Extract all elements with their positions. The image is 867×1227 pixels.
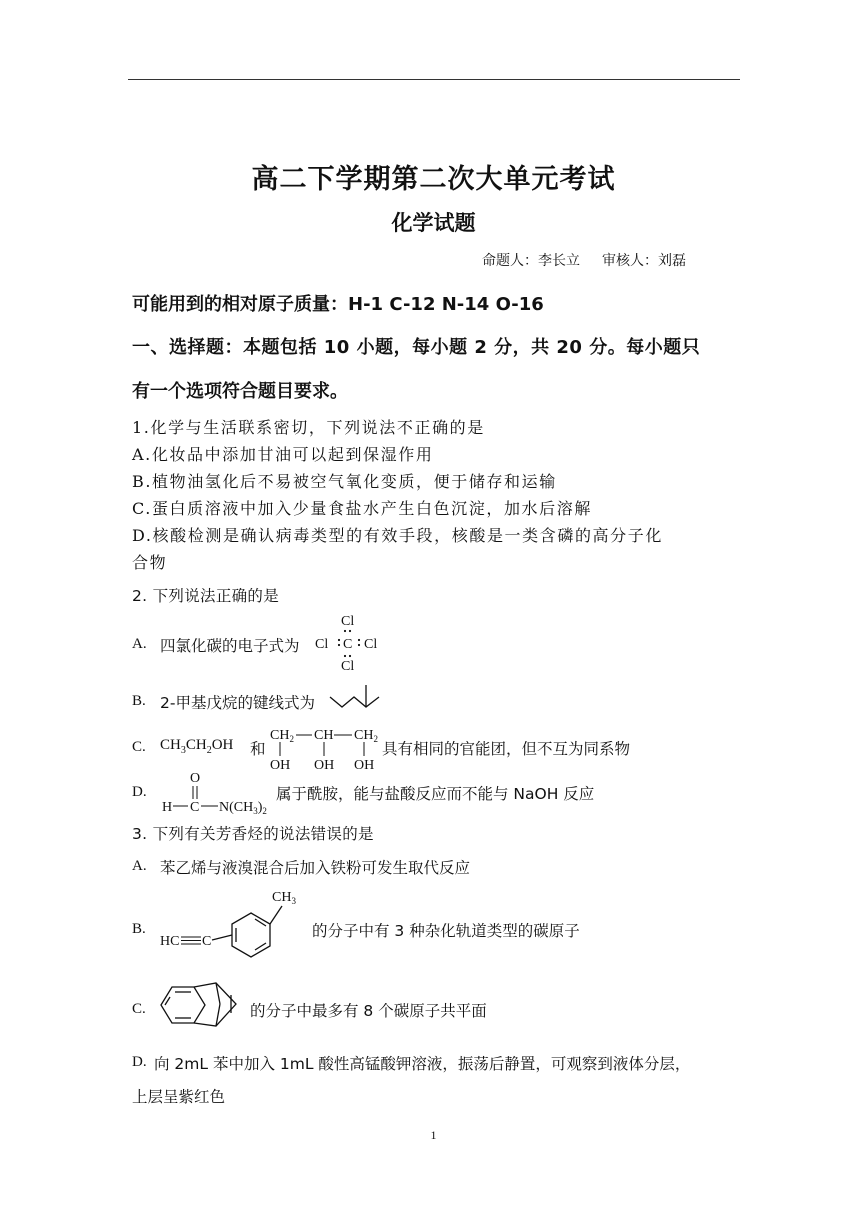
atomic-masses: 可能用到的相对原子质量：H-1 C-12 N-14 O-16 [132, 294, 544, 315]
q3-a-text: 苯乙烯与液溴混合后加入铁粉可发生取代反应 [160, 859, 471, 877]
q3-d-label: D. [132, 1054, 147, 1070]
q2-a-label: A. [132, 636, 147, 652]
q2-c-and: 和 [250, 740, 266, 758]
electron-dot [358, 644, 360, 646]
q2-b-label: B. [132, 693, 146, 709]
q2-c-label: C. [132, 739, 146, 755]
electron-dot [349, 630, 351, 632]
dmf-h: H [162, 800, 173, 815]
exam-title: 高二下学期第二次大单元考试 [251, 164, 616, 195]
methyl-bond [270, 906, 282, 924]
q3-c-text: 的分子中最多有 8 个碳原子共平面 [250, 1002, 487, 1020]
q2-d-text: 属于酰胺，能与盐酸反应而不能与 NaOH 反应 [276, 785, 595, 803]
skeletal-chain [330, 697, 379, 707]
q3-c-label: C. [132, 1001, 146, 1017]
ethanol-formula: $CH_3CH_2OH$ [160, 737, 234, 756]
glycerol-oh-3: OH [354, 758, 375, 773]
q1-option-a: A.化妆品中添加甘油可以起到保湿作用 [132, 445, 434, 464]
exam-subtitle: 化学试题 [391, 211, 476, 235]
q2-b-text: 2-甲基戊烷的键线式为 [160, 694, 315, 712]
section1-heading-line1: 一、选择题：本题包括 10 小题，每小题 2 分，共 20 分。每小题只 [132, 337, 701, 358]
dmf-structure [160, 768, 275, 818]
glycerol-oh-1: OH [270, 758, 291, 773]
author: 命题人：李长立 [482, 253, 580, 269]
q3-d-text-line2: 上层呈紫红色 [132, 1088, 226, 1106]
q2-a-text: 四氯化碳的电子式为 [160, 637, 300, 655]
electron-dot [344, 630, 346, 632]
q3-b-text: 的分子中有 3 种杂化轨道类型的碳原子 [312, 922, 580, 940]
ccl4-electron-formula [312, 612, 382, 674]
electron-dot [358, 639, 360, 641]
2-methylpentane-skeletal [328, 684, 388, 714]
electron-dot [349, 655, 351, 657]
q3-a-label: A. [132, 858, 147, 874]
q1-option-b: B.植物油氢化后不易被空气氧化变质，便于储存和运输 [132, 472, 557, 491]
electron-dot [338, 639, 340, 641]
ccl4-cl-right: Cl [364, 637, 378, 652]
q2-d-label: D. [132, 784, 147, 800]
q3-d-text-line1: 向 2mL 苯中加入 1mL 酸性高锰酸钾溶液，振荡后静置，可观察到液体分层， [154, 1055, 691, 1073]
ccl4-cl-top: Cl [341, 614, 355, 629]
section1-heading-line2: 有一个选项符合题目要求。 [132, 381, 348, 402]
ring-bond [212, 935, 232, 940]
b-ch3: $CH_3$ [272, 890, 296, 906]
bridge-ring [194, 983, 236, 1026]
reviewer: 审核人：刘磊 [602, 253, 686, 269]
b-c: C [202, 934, 212, 949]
ccl4-cl-left: Cl [315, 637, 329, 652]
electron-dot [344, 655, 346, 657]
benzene-ring [232, 913, 270, 957]
glycerol-ch2-b: $CH_2$ [354, 728, 378, 744]
b-hc: HC [160, 934, 180, 949]
bicyclic-structure [158, 980, 243, 1030]
glycerol-oh-2: OH [314, 758, 335, 773]
glycerol-ch: CH [314, 728, 334, 743]
q2-c-text: 具有相同的官能团，但不互为同系物 [382, 740, 631, 758]
q1-option-d-line2: 合物 [132, 553, 168, 572]
q2-stem: 2. 下列说法正确的是 [132, 587, 280, 605]
q1-option-d-line1: D.核酸检测是确认病毒类型的有效手段，核酸是一类含磷的高分子化 [132, 526, 663, 545]
q3-stem: 3. 下列有关芳香烃的说法错误的是 [132, 825, 374, 843]
electron-dot [338, 644, 340, 646]
3-ethynyltoluene-structure [158, 884, 308, 974]
page-number: 1 [430, 1128, 437, 1142]
q1-option-c: C.蛋白质溶液中加入少量食盐水产生白色沉淀，加水后溶解 [132, 499, 592, 518]
ccl4-cl-bottom: Cl [341, 659, 355, 674]
authors-line [482, 250, 708, 270]
glycerol-structure [268, 726, 382, 773]
q1-stem: 1.化学与生活联系密切，下列说法不正确的是 [132, 418, 485, 437]
dmf-n: $N(CH_3)_2$ [219, 800, 267, 816]
header-rule [128, 79, 740, 80]
dmf-o: O [190, 771, 201, 786]
ccl4-c: C [343, 637, 353, 652]
glycerol-ch2-a: $CH_2$ [270, 728, 294, 744]
q3-b-label: B. [132, 921, 146, 937]
dmf-c: C [190, 800, 200, 815]
